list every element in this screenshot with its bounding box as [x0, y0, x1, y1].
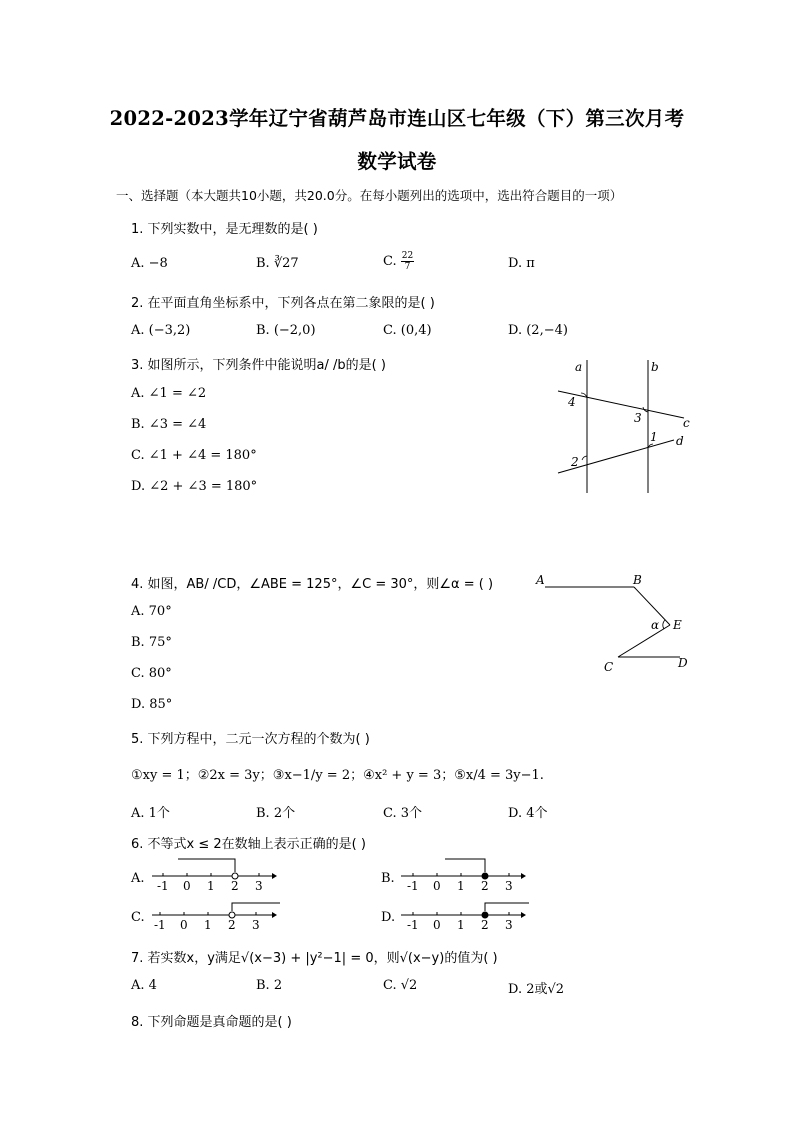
- question-6-stem: 6. 不等式x ≤ 2在数轴上表示正确的是( ): [131, 837, 366, 852]
- q5-option-c: C. 3个: [383, 806, 423, 821]
- q1-option-d: D. π: [508, 256, 535, 271]
- q3-option-c: C. ∠1 + ∠4 = 180°: [131, 448, 257, 463]
- svg-text:-1: -1: [407, 918, 419, 932]
- question-4-stem: 4. 如图，AB/ /CD，∠ABE = 125°，∠C = 30°，则∠α = ( ): [131, 577, 494, 592]
- svg-text:3: 3: [505, 879, 513, 893]
- question-1-stem: 1. 下列实数中，是无理数的是( ): [131, 222, 318, 237]
- svg-text:1: 1: [457, 879, 465, 893]
- label-4: 4: [568, 395, 576, 409]
- q5-option-b: B. 2个: [256, 806, 296, 821]
- q1-fraction-numerator: 22: [401, 251, 414, 261]
- q4-option-b: B. 75°: [131, 635, 172, 650]
- q6-option-c: C.: [131, 910, 145, 925]
- label-d: d: [676, 434, 684, 448]
- q4-option-c: C. 80°: [131, 666, 172, 681]
- question-7-stem: 7. 若实数x，y满足√(x−3) + |y²−1| = 0，则√(x−y)的值为( ): [131, 951, 498, 966]
- label-C: C: [604, 660, 614, 674]
- q7-option-c: C. √2: [383, 978, 418, 993]
- svg-text:3: 3: [505, 918, 513, 932]
- q3-figure: [550, 355, 700, 497]
- q2-option-b: B. (−2,0): [256, 323, 316, 338]
- q1-option-a: A. −8: [131, 256, 168, 271]
- label-E: E: [673, 618, 682, 632]
- question-3-stem: 3. 如图所示，下列条件中能说明a/ /b的是( ): [131, 358, 386, 373]
- q6-option-b: B.: [381, 871, 395, 886]
- q6-option-a: A.: [131, 871, 145, 886]
- label-a: a: [575, 360, 583, 374]
- question-5-stem: 5. 下列方程中，二元一次方程的个数为( ): [131, 732, 370, 747]
- line-c: [558, 391, 684, 418]
- svg-text:-1: -1: [157, 879, 169, 893]
- q6-number-line-d: [397, 895, 531, 935]
- q4-figure: [530, 568, 700, 678]
- q2-option-d: D. (2,−4): [508, 323, 568, 338]
- svg-text:3: 3: [255, 879, 263, 893]
- label-c: c: [683, 416, 690, 430]
- q3-option-b: B. ∠3 = ∠4: [131, 417, 207, 432]
- section-heading: 一、选择题（本大题共10小题，共20.0分。在每小题列出的选项中，选出符合题目的一项）: [116, 188, 623, 203]
- svg-text:0: 0: [433, 879, 441, 893]
- q6-number-line-a: [148, 856, 278, 896]
- svg-text:1: 1: [457, 918, 465, 932]
- question-8-stem: 8. 下列命题是真命题的是( ): [131, 1015, 292, 1030]
- q6-number-line-b: [397, 856, 527, 896]
- exam-title-line1: 2022-2023学年辽宁省葫芦岛市连山区七年级（下）第三次月考: [109, 107, 685, 130]
- svg-text:-1: -1: [154, 918, 166, 932]
- svg-text:2: 2: [231, 879, 239, 893]
- exam-title-line2: 数学试卷: [357, 150, 437, 173]
- q7-option-d: D. 2或√2: [508, 982, 565, 997]
- q3-option-d: D. ∠2 + ∠3 = 180°: [131, 479, 258, 494]
- svg-text:2: 2: [481, 879, 489, 893]
- q4-option-a: A. 70°: [131, 604, 172, 619]
- svg-text:0: 0: [433, 918, 441, 932]
- q2-option-a: A. (−3,2): [131, 323, 191, 338]
- q1-fraction-denominator: 7: [404, 262, 411, 272]
- segment-ec: [618, 625, 670, 657]
- q6-option-d: D.: [381, 910, 396, 925]
- q1-option-c: [383, 251, 414, 272]
- q5-equations: ①xy = 1；②2x = 3y；③x−1/y = 2；④x² + y = 3；⑤x/4 = 3y−1.: [131, 768, 544, 783]
- q1-option-c-fraction: [401, 251, 414, 272]
- svg-text:0: 0: [183, 879, 191, 893]
- svg-text:0: 0: [180, 918, 188, 932]
- label-2: 2: [571, 455, 579, 469]
- svg-text:3: 3: [252, 918, 260, 932]
- q1-option-c-label: C.: [383, 254, 397, 269]
- label-alpha: α: [651, 618, 660, 632]
- q6-number-line-c: [148, 895, 282, 935]
- svg-text:2: 2: [481, 918, 489, 932]
- angle-alpha-arc: [663, 620, 665, 629]
- q7-option-b: B. 2: [256, 978, 283, 993]
- label-B: B: [633, 573, 642, 587]
- q5-option-a: A. 1个: [131, 806, 170, 821]
- label-A: A: [536, 573, 545, 587]
- label-1: 1: [650, 430, 658, 444]
- svg-text:-1: -1: [407, 879, 419, 893]
- q7-option-a: A. 4: [131, 978, 157, 993]
- label-3: 3: [634, 411, 642, 425]
- label-b: b: [651, 360, 659, 374]
- q2-option-c: C. (0,4): [383, 323, 432, 338]
- label-D: D: [678, 656, 688, 670]
- question-2-stem: 2. 在平面直角坐标系中，下列各点在第二象限的是( ): [131, 296, 435, 311]
- svg-text:1: 1: [207, 879, 215, 893]
- q3-option-a: A. ∠1 = ∠2: [131, 386, 207, 401]
- q4-option-d: D. 85°: [131, 697, 173, 712]
- svg-text:1: 1: [204, 918, 212, 932]
- angle-2-arc: [582, 456, 587, 460]
- q5-option-d: D. 4个: [508, 806, 548, 821]
- q1-option-b: B. ∛27: [256, 256, 299, 271]
- svg-text:2: 2: [228, 918, 236, 932]
